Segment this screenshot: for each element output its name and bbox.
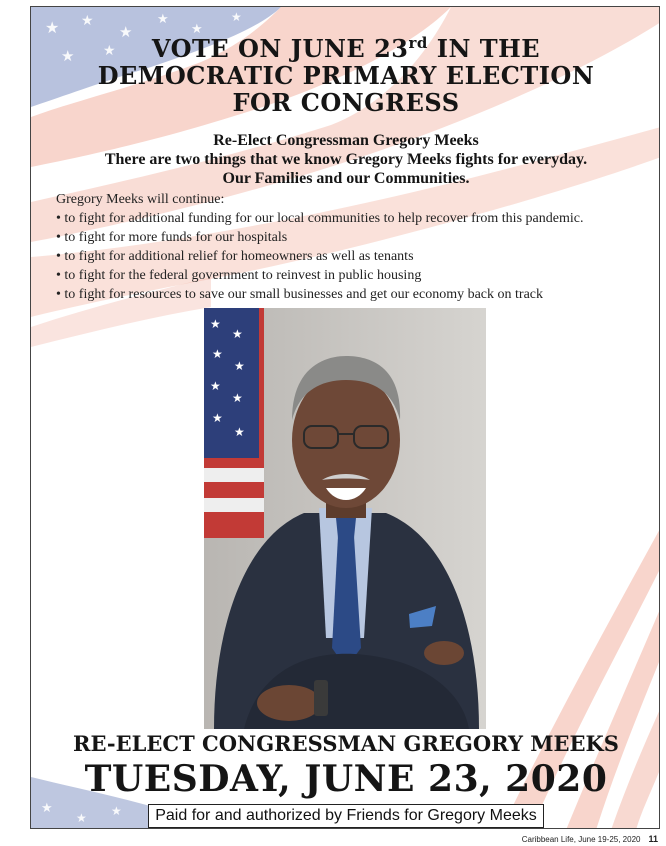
svg-text:★: ★ [231,10,242,24]
platform-bullets [56,209,656,304]
svg-text:★: ★ [191,22,203,37]
page-number: 11 [648,834,658,844]
subheadings [31,131,660,188]
svg-text:★: ★ [45,18,60,37]
list-item: • to fight for the federal government to reinvest in public housing [56,266,656,285]
svg-text:★: ★ [234,425,245,439]
svg-text:★: ★ [210,317,221,331]
headline [31,35,660,116]
svg-text:★: ★ [232,327,243,341]
subheading-families: Our Families and our Communities. [222,170,470,187]
svg-text:★: ★ [81,13,94,29]
svg-text:★: ★ [232,391,243,405]
paid-for-disclaimer: Paid for and authorized by Friends for Gregory Meeks [148,804,544,828]
svg-text:★: ★ [103,43,116,59]
publication-info: Caribbean Life, June 19-25, 2020 [521,835,641,844]
svg-text:★: ★ [119,23,133,41]
svg-text:★: ★ [111,804,122,818]
svg-text:★: ★ [76,811,87,825]
flag-icon [204,308,264,538]
headline-line-3: FOR CONGRESS [232,88,460,117]
headline-line-1: VOTE ON JUNE 23rd IN THE [151,34,541,63]
svg-text:★: ★ [212,411,223,425]
svg-text:★: ★ [234,359,245,373]
svg-text:★: ★ [61,47,75,65]
platform-list [56,190,656,304]
list-item: • to fight for more funds for our hospitals [56,228,656,247]
list-item: • to fight for additional funding for our local communities to help recover from this pandemic. [56,209,656,228]
svg-text:★: ★ [157,12,169,27]
page-footer [522,834,658,844]
bottom-title: RE-ELECT CONGRESSMAN GREGORY MEEKS [73,731,619,756]
list-item: • to fight for additional relief for homeowners as well as tenants [56,247,656,266]
svg-text:★: ★ [212,347,223,361]
platform-intro: Gregory Meeks will continue: [56,192,225,207]
list-item: • to fight for resources to save our small businesses and get our economy back on track [56,285,656,304]
advertisement [30,6,660,829]
candidate-portrait [204,308,486,729]
headline-line-2: DEMOCRATIC PRIMARY ELECTION [97,61,595,90]
svg-text:★: ★ [41,801,53,816]
subheading-two-things: There are two things that we know Gregory Meeks fights for everyday. [104,151,588,168]
election-date: TUESDAY, JUNE 23, 2020 [84,758,608,800]
subheading-reelect: Re-Elect Congressman Gregory Meeks [213,132,479,149]
svg-text:★: ★ [210,379,221,393]
